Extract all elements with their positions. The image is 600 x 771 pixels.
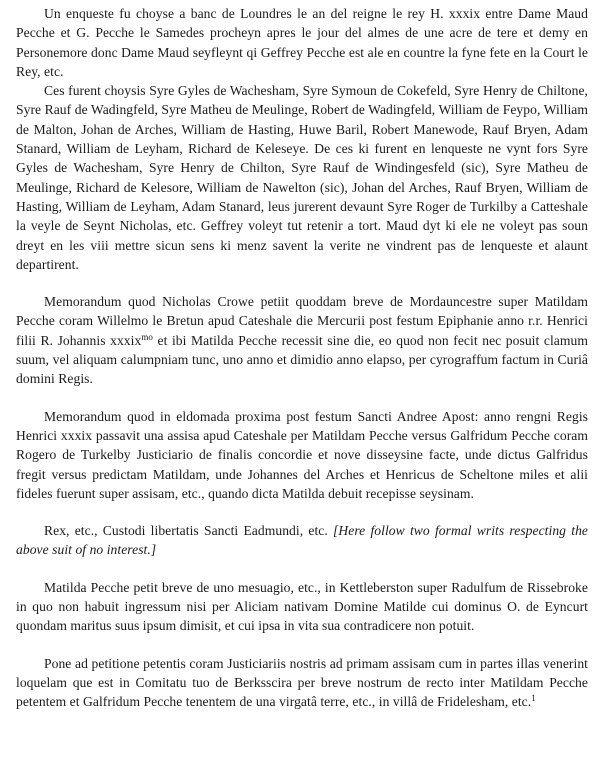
rex-text: Rex, etc., Custodi libertatis Sancti Eadmundi, etc. — [44, 523, 334, 539]
ordinal-superscript: mo — [141, 331, 153, 342]
pone-text: Pone ad petitione petentis coram Justiciariis nostris ad primam assisam cum in partes illas venerint loquelam que est in Comitatu tuo de Berksscira per breve nostrum de recto inter Matildam Pecche petentem et Galfridum Pecche tenentem de una virgatâ terre, etc., in villâ de Fridelesham, etc. — [16, 655, 588, 710]
paragraph-spacer — [16, 389, 588, 407]
paragraph-spacer — [16, 560, 588, 578]
paragraph-enqueste: Un enqueste fu choyse a banc de Loundres le an del reigne le rey H. xxxix entre Dame Maud Pecche et G. Pecche le Samedes procheyn apres le jour del almes de une acre de tere et demy en Personemore donc Dame Maud seyfleynt qi Geffrey Pecche est ale en countre la fyne fete en la Court le Rey, etc. — [16, 6, 588, 79]
paragraph-rex — [16, 521, 588, 560]
paragraph-memorandum-assisa: Memorandum quod in eldomada proxima post festum Sancti Andree Apost: anno rengni Regis Henrici xxxix passavit una assisa apud Cateshale per Matildam Pecche versus Galfridum Pecche coram Rogero de Turkelby Justiciario de finalis concordie et nove disseysine facte, unde dictus Galfridus fregit versus predictam Matildam, unde Johannes del Arches et Henricus de Scheltone miles et alii fideles fuerunt super assisam, etc., quando dicta Matilda debuit recepisse seysinam. — [16, 408, 588, 501]
paragraph-matilda-petit: Matilda Pecche petit breve de uno mesuagio, etc., in Kettleberston super Radulfum de Rissebroke in quo non habuit ingressum nisi per Aliciam nativam Domine Matilde cui dominus O. de Eyncurt quondam maritus suus ipsum dimisit, et cui ipsa in vita sua contradicere non potuit. — [16, 579, 588, 634]
paragraph-jurors: Ces furent choysis Syre Gyles de Wachesham, Syre Symoun de Cokefeld, Syre Henry de Chiltone, Syre Rauf de Wadingfeld, Syre Matheu de Meulinge, Robert de Wadingfeld, William de Feypo, William de Malton, Johan de Arches, William de Hasting, Huwe Baril, Robert Manewode, Rauf Bryen, Adam Stanard, William de Leyham, Richard de Keleseye. De ces ki furent en lenqueste ne vynt fors Syre Gyles de Wachesham, Syre Henry de Chilton, Syre Rauf de Windingesfeld (sic), Syre Matheu de Meulinge, Richard de Kelesore, William de Nawelton (sic), Johan del Arches, Rauf Bryen, William de Hasting, William de Leyham, Adam Stanard, leus jurerent devaunt Syre Roger de Turkilby a Catteshale la veyle de Seynt Nicholas, etc. Geffrey voleyt tut retenir a tort. Maud dyt ki ele ne voleyt pas soun dreyt en les viii mettre sicun sens ki menz savent la verite ne vindrent pas de lenqueste et alaunt departirent. — [16, 83, 588, 272]
paragraph-spacer — [16, 636, 588, 654]
paragraph-spacer — [16, 503, 588, 521]
paragraph-spacer — [16, 274, 588, 292]
memorandum-crowe-text-a: Memorandum quod Nicholas Crowe petiit quoddam breve de Mordauncestre super Matildam Pecche coram Willelmo le Bretun apud Cateshale die Mercurii post festum Epiphanie anno r.r. Henrici filii R. Johannis xxxix — [16, 294, 588, 348]
document-page — [16, 4, 588, 712]
footnote-marker: 1 — [531, 693, 536, 704]
memorandum-crowe-text-b: et ibi Matilda Pecche recessit sine die, eo quod non fecit nec posuit clamum suum, vel aliquam calumpniam tunc, uno anno et dimidio anno elapso, per cyrograffum factum in Curiâ domini Regis. — [16, 332, 588, 387]
editorial-note: [Here follow two formal writs respecting the above suit of no interest.] — [16, 523, 588, 558]
paragraph-memorandum-crowe — [16, 292, 588, 388]
paragraph-pone — [16, 654, 588, 712]
